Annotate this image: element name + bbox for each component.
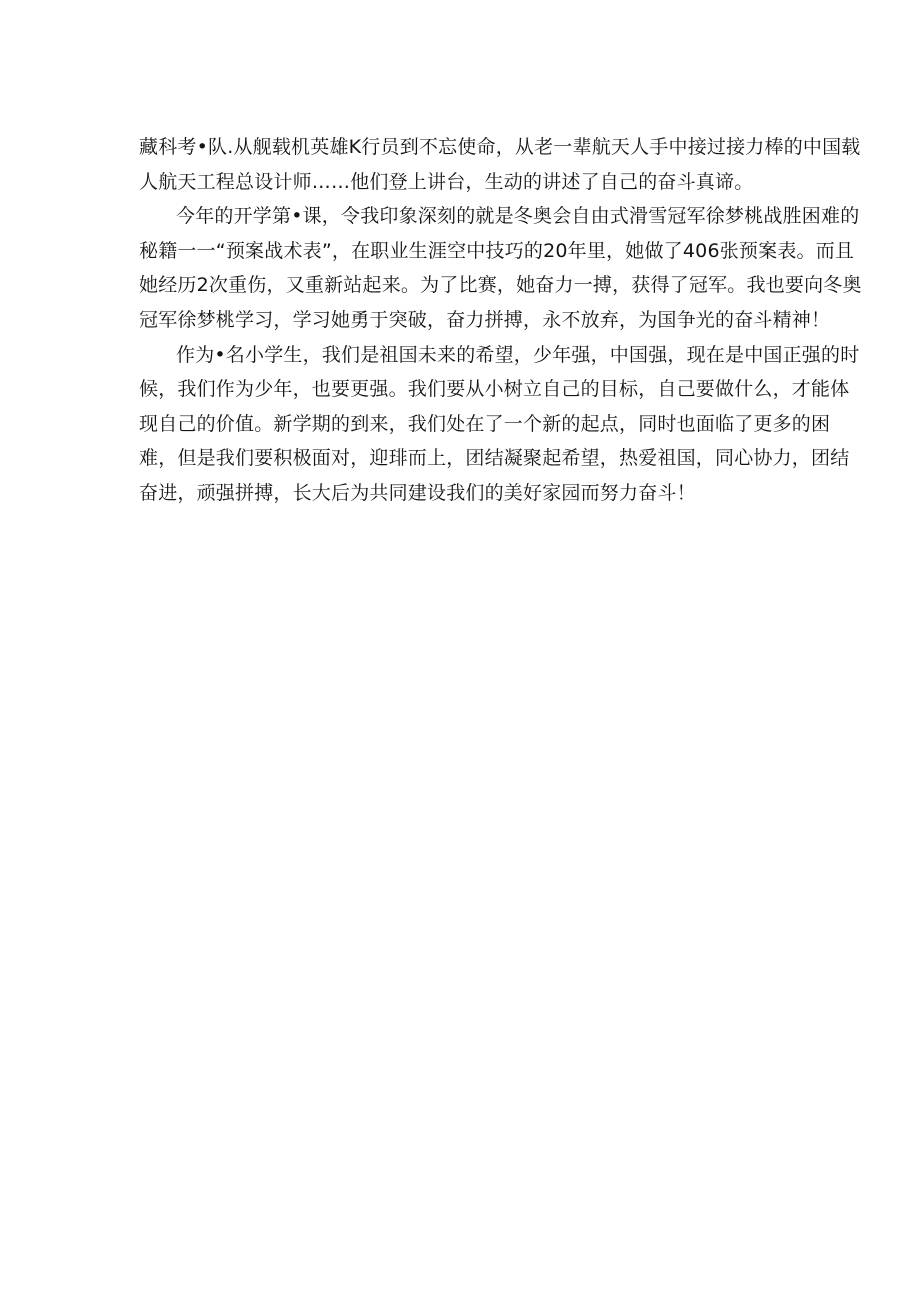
text-line: 候，我们作为少年，也要更强。我们要从小树立自己的目标，自己要做什么，才能体 xyxy=(139,378,850,401)
text-line: 难，但是我们要积极面对，迎琲而上，团结凝聚起希望，热爱祖国，同心协力，团结 xyxy=(139,447,850,470)
text-line: 她经历2次重伤，又重新站起来。为了比赛，她奋力一搏，获得了冠军。我也要向冬奥 xyxy=(139,274,862,297)
text-line: 人航天工程总设计师……他们登上讲台，生动的讲述了自己的奋斗真谛。 xyxy=(139,170,754,193)
text-line: 奋进，顽强拼搏，长大后为共同建设我们的美好家园而努力奋斗！ xyxy=(139,481,696,504)
text-line: 今年的开学第•课，令我印象深刻的就是冬奥会自由式滑雪冠军徐梦桃战胜困难的 xyxy=(176,205,860,228)
text-line: 藏科考•队.从舰载机英雄K行员到不忘使命，从老一辈航天人手中接过接力棒的中国载 xyxy=(139,136,861,158)
text-line: 冠军徐梦桃学习，学习她勇于突破，奋力拼搏，永不放弃，为国争光的奋斗精神！ xyxy=(139,308,831,331)
paragraph-3 xyxy=(139,338,860,511)
text-line: 现自己的价值。新学期的到来，我们处在了一个新的起点，同时也面临了更多的困 xyxy=(139,412,831,435)
text-line: 秘籍一一“预案战术表”，在职业生涯空中技巧的20年里，她做了406张预案表。而且 xyxy=(139,239,855,262)
document-body xyxy=(139,130,862,511)
text-line: 作为•名小学生，我们是祖国未来的希望，少年强，中国强，现在是中国正强的时 xyxy=(176,343,860,366)
paragraph-1 xyxy=(139,130,861,199)
paragraph-2 xyxy=(139,199,862,337)
